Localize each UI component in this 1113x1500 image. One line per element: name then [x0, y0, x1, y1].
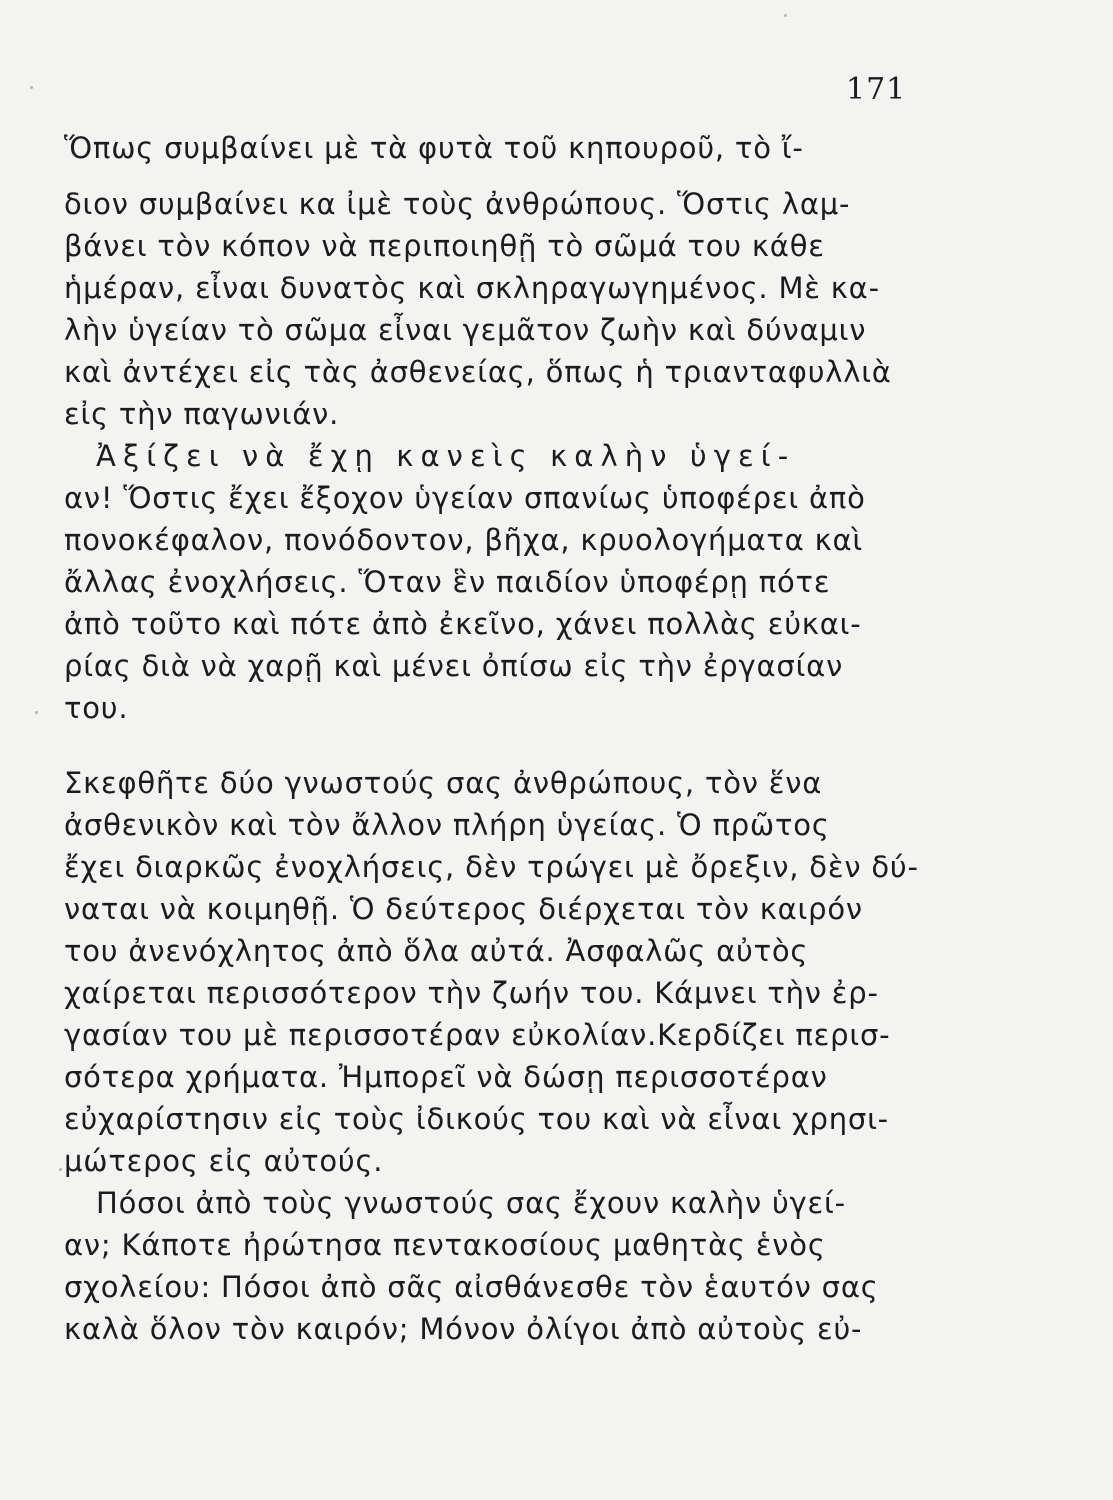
text-line: του ἀνενόχλητος ἀπὸ ὅλα αὐτά. Ἀσφαλῶς αὐτὸς — [64, 934, 809, 968]
text-line: καλὰ ὅλον τὸν καιρόν; Μόνον ὀλίγοι ἀπὸ αὐτοὺς εὐ- — [64, 1312, 863, 1346]
text-line: βάνει τὸν κόπον νὰ περιποιηθῇ τὸ σῶμά του κάθε — [64, 229, 825, 263]
text-line: σότερα χρήματα. Ἠμπορεῖ νὰ δώσῃ περισσοτέραν — [64, 1060, 828, 1094]
text-line: Πόσοι ἀπὸ τοὺς γνωστούς σας ἔχουν καλὴν ὑγεί- — [96, 1186, 846, 1220]
text-line: καὶ ἀντέχει εἰς τὰς ἀσθενείας, ὅπως ἡ τριανταφυλλιὰ — [64, 355, 892, 389]
text-line: ἀπὸ τοῦτο καὶ πότε ἀπὸ ἐκεῖνο, χάνει πολλὰς εὐκαι- — [64, 607, 862, 641]
text-line: χαίρεται περισσότερον τὴν ζωήν του. Κάμνει τὴν ἐρ- — [64, 976, 879, 1010]
text-line: ἀσθενικὸν καὶ τὸν ἄλλον πλήρη ὑγείας. Ὁ πρῶτος — [64, 808, 830, 842]
scan-speck — [30, 86, 33, 89]
text-line: ρίας διὰ νὰ χαρῇ καὶ μένει ὀπίσω εἰς τὴν ἐργασίαν — [64, 649, 844, 683]
text-line: Ἀξίζει νὰ ἔχῃ κανεὶς καλὴν ὑγεί- — [96, 439, 796, 473]
text-line: πονοκέφαλον, πονόδοντον, βῆχα, κρυολογήματα καὶ — [64, 523, 864, 557]
text-line: σχολείου: Πόσοι ἀπὸ σᾶς αἰσθάνεσθε τὸν ἑαυτόν σας — [64, 1270, 879, 1304]
text-line: εὐχαρίστησιν εἰς τοὺς ἰδικούς του καὶ νὰ εἶναι χρησι- — [64, 1102, 889, 1136]
page-number: 171 — [846, 72, 907, 107]
text-line: Σκεφθῆτε δύο γνωστούς σας ἀνθρώπους, τὸν ἕνα — [64, 766, 823, 800]
text-line: αν! Ὅστις ἔχει ἔξοχον ὑγείαν σπανίως ὑποφέρει ἀπὸ — [64, 481, 866, 515]
text-line: εἰς τὴν παγωνιάν. — [64, 397, 340, 431]
text-line: ἡμέραν, εἶναι δυνατὸς καὶ σκληραγωγημένος. Μὲ κα- — [64, 271, 880, 305]
text-line: αν; Κάποτε ἠρώτησα πεντακοσίους μαθητὰς ἑνὸς — [64, 1228, 826, 1262]
text-line: ναται νὰ κοιμηθῇ. Ὁ δεύτερος διέρχεται τὸν καιρόν — [64, 892, 863, 926]
text-line: ἄλλας ἐνοχλήσεις. Ὅταν ἓν παιδίον ὑποφέρῃ πότε — [64, 565, 831, 599]
scan-speck — [59, 1168, 62, 1171]
text-line: διον συμβαίνει κα ἰμὲ τοὺς ἀνθρώπους. Ὅστις λαμ- — [64, 187, 851, 221]
text-line: λὴν ὑγείαν τὸ σῶμα εἶναι γεμᾶτον ζωὴν καὶ δύναμιν — [64, 313, 867, 347]
text-line: του. — [64, 691, 129, 725]
text-line: Ὅπως συμβαίνει μὲ τὰ φυτὰ τοῦ κηπουροῦ, τὸ ἴ- — [64, 131, 804, 165]
scan-speck — [35, 711, 38, 714]
text-line: γασίαν του μὲ περισσοτέραν εὐκολίαν.Κερδίζει περισ- — [64, 1018, 891, 1052]
text-line: μώτερος εἰς αὐτούς. — [64, 1144, 384, 1178]
text-line: ἔχει διαρκῶς ἐνοχλήσεις, δὲν τρώγει μὲ ὄρεξιν, δὲν δύ- — [64, 850, 919, 884]
scan-speck — [784, 14, 787, 17]
